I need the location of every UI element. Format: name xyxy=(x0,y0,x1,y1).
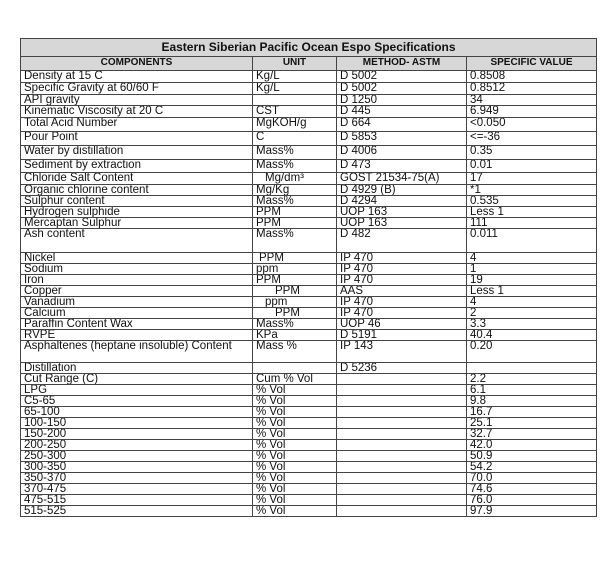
cell-method: D 4929 (B) xyxy=(337,185,467,196)
cell-unit: Mass% xyxy=(253,160,337,173)
cell-unit: PPM xyxy=(253,308,337,319)
cell-value: 6.949 xyxy=(467,106,597,118)
cell-value: 76.0 xyxy=(467,495,597,506)
cell-components: Hydrogen sulphide xyxy=(21,207,253,218)
specifications-table xyxy=(20,38,597,517)
cell-method: IP 470 xyxy=(337,308,467,319)
cell-unit: Mg/dm³ xyxy=(253,173,337,185)
table-row xyxy=(21,308,597,319)
cell-unit: PPM xyxy=(253,275,337,286)
cell-components: 300-350 xyxy=(21,462,253,473)
table-row xyxy=(21,83,597,95)
cell-unit: % Vol xyxy=(253,473,337,484)
cell-unit: % Vol xyxy=(253,495,337,506)
table-row xyxy=(21,396,597,407)
cell-method: IP 470 xyxy=(337,264,467,275)
cell-unit: CST xyxy=(253,106,337,118)
cell-value: <=-36 xyxy=(467,132,597,146)
cell-components: Density at 15 C xyxy=(21,71,253,83)
cell-value: 3.3 xyxy=(467,319,597,330)
cell-unit: % Vol xyxy=(253,429,337,440)
cell-value: 0.20 xyxy=(467,341,597,363)
cell-components: RVPE xyxy=(21,330,253,341)
cell-method: D 664 xyxy=(337,118,467,132)
cell-components: Kinematic Viscosity at 20 C xyxy=(21,106,253,118)
table-row xyxy=(21,451,597,462)
cell-components: API gravity xyxy=(21,95,253,106)
table-row xyxy=(21,484,597,495)
cell-method: UOP 46 xyxy=(337,319,467,330)
cell-method: AAS xyxy=(337,286,467,297)
cell-method: UOP 163 xyxy=(337,207,467,218)
header-components: COMPONENTS xyxy=(21,57,253,71)
header-unit: UNIT xyxy=(253,57,337,71)
cell-unit: Kg/L xyxy=(253,83,337,95)
cell-method: D 4006 xyxy=(337,146,467,160)
header-method: METHOD- ASTM xyxy=(337,57,467,71)
cell-components: Paraffin Content Wax xyxy=(21,319,253,330)
cell-components: 150-200 xyxy=(21,429,253,440)
cell-components: Copper xyxy=(21,286,253,297)
table-row xyxy=(21,341,597,363)
cell-components: 250-300 xyxy=(21,451,253,462)
cell-components: Distillation xyxy=(21,363,253,374)
cell-method: GOST 21534-75(A) xyxy=(337,173,467,185)
cell-method: IP 470 xyxy=(337,253,467,264)
cell-components: LPG xyxy=(21,385,253,396)
cell-unit: Mass% xyxy=(253,146,337,160)
table-row xyxy=(21,185,597,196)
header-row xyxy=(21,57,597,71)
table-row xyxy=(21,473,597,484)
cell-components: C5-65 xyxy=(21,396,253,407)
table-row xyxy=(21,264,597,275)
cell-value: 50.9 xyxy=(467,451,597,462)
table-row xyxy=(21,253,597,264)
cell-unit: MgKOH/g xyxy=(253,118,337,132)
cell-unit: Cum % Vol xyxy=(253,374,337,385)
table-row xyxy=(21,418,597,429)
cell-method xyxy=(337,495,467,506)
cell-unit: ppm xyxy=(253,297,337,308)
table-row xyxy=(21,319,597,330)
cell-value: 111 xyxy=(467,218,597,229)
cell-value: 25.1 xyxy=(467,418,597,429)
cell-method: D 5853 xyxy=(337,132,467,146)
cell-value: 0.535 xyxy=(467,196,597,207)
table-row xyxy=(21,385,597,396)
cell-value xyxy=(467,363,597,374)
cell-value: 9.8 xyxy=(467,396,597,407)
cell-components: Sulphur content xyxy=(21,196,253,207)
cell-components: 350-370 xyxy=(21,473,253,484)
cell-components: 200-250 xyxy=(21,440,253,451)
cell-method: IP 470 xyxy=(337,297,467,308)
table-row xyxy=(21,330,597,341)
cell-components: 100-150 xyxy=(21,418,253,429)
cell-method xyxy=(337,506,467,517)
cell-unit: % Vol xyxy=(253,451,337,462)
cell-value: 0.8512 xyxy=(467,83,597,95)
cell-components: Pour Point xyxy=(21,132,253,146)
header-value: SPECIFIC VALUE xyxy=(467,57,597,71)
cell-components: 515-525 xyxy=(21,506,253,517)
cell-unit xyxy=(253,95,337,106)
cell-unit: % Vol xyxy=(253,396,337,407)
cell-components: Total Acid Number xyxy=(21,118,253,132)
cell-method xyxy=(337,440,467,451)
table-row xyxy=(21,196,597,207)
cell-unit: PPM xyxy=(253,286,337,297)
cell-unit: % Vol xyxy=(253,462,337,473)
cell-method: D 445 xyxy=(337,106,467,118)
cell-unit: ppm xyxy=(253,264,337,275)
cell-method: D 5002 xyxy=(337,83,467,95)
cell-method: D 5002 xyxy=(337,71,467,83)
cell-method xyxy=(337,374,467,385)
title-row xyxy=(21,39,597,57)
cell-value: 0.35 xyxy=(467,146,597,160)
cell-value: <0.050 xyxy=(467,118,597,132)
cell-value: 40.4 xyxy=(467,330,597,341)
cell-value: 32.7 xyxy=(467,429,597,440)
cell-unit: PPM xyxy=(253,207,337,218)
cell-components: 475-515 xyxy=(21,495,253,506)
table-row xyxy=(21,286,597,297)
cell-method xyxy=(337,407,467,418)
cell-value: 6.1 xyxy=(467,385,597,396)
cell-components: Cut Range (C) xyxy=(21,374,253,385)
cell-value: 4 xyxy=(467,297,597,308)
cell-components: Sediment by extraction xyxy=(21,160,253,173)
table-row xyxy=(21,173,597,185)
cell-method: D 5236 xyxy=(337,363,467,374)
cell-method xyxy=(337,429,467,440)
table-row xyxy=(21,229,597,253)
cell-components: Asphaltenes (heptane insoluble) Content xyxy=(21,341,253,363)
cell-components: Iron xyxy=(21,275,253,286)
cell-method xyxy=(337,462,467,473)
cell-method: D 473 xyxy=(337,160,467,173)
cell-value: 2 xyxy=(467,308,597,319)
cell-value: 54.2 xyxy=(467,462,597,473)
cell-components: Vanadium xyxy=(21,297,253,308)
cell-value: 1 xyxy=(467,264,597,275)
cell-unit: PPM xyxy=(253,218,337,229)
cell-components: Calcium xyxy=(21,308,253,319)
cell-value: 97.9 xyxy=(467,506,597,517)
cell-components: Mercaptan Sulphur xyxy=(21,218,253,229)
table-row xyxy=(21,297,597,308)
cell-value: *1 xyxy=(467,185,597,196)
cell-value: 0.011 xyxy=(467,229,597,253)
cell-method: UOP 163 xyxy=(337,218,467,229)
cell-method xyxy=(337,385,467,396)
cell-components: Nickel xyxy=(21,253,253,264)
cell-unit xyxy=(253,363,337,374)
cell-value: Less 1 xyxy=(467,286,597,297)
cell-value: 4 xyxy=(467,253,597,264)
cell-components: 370-475 xyxy=(21,484,253,495)
table-row xyxy=(21,160,597,173)
table-row xyxy=(21,146,597,160)
cell-method xyxy=(337,418,467,429)
table-row xyxy=(21,275,597,286)
cell-unit: Mg/Kg xyxy=(253,185,337,196)
cell-value: 0.8508 xyxy=(467,71,597,83)
table-body xyxy=(21,71,597,517)
cell-components: 65-100 xyxy=(21,407,253,418)
cell-components: Organic chlorine content xyxy=(21,185,253,196)
cell-unit: % Vol xyxy=(253,385,337,396)
cell-value: 74.6 xyxy=(467,484,597,495)
cell-value: 70.0 xyxy=(467,473,597,484)
cell-value: 19 xyxy=(467,275,597,286)
cell-unit: % Vol xyxy=(253,440,337,451)
table-row xyxy=(21,429,597,440)
cell-method: D 4294 xyxy=(337,196,467,207)
cell-method: IP 470 xyxy=(337,275,467,286)
cell-unit: KPa xyxy=(253,330,337,341)
cell-method xyxy=(337,396,467,407)
cell-unit: C xyxy=(253,132,337,146)
cell-method xyxy=(337,473,467,484)
cell-components: Ash content xyxy=(21,229,253,253)
table-row xyxy=(21,71,597,83)
cell-components: Chloride Salt Content xyxy=(21,173,253,185)
cell-unit: Mass% xyxy=(253,319,337,330)
cell-value: 34 xyxy=(467,95,597,106)
table-row xyxy=(21,407,597,418)
table-row xyxy=(21,207,597,218)
cell-value: 2.2 xyxy=(467,374,597,385)
cell-value: 42.0 xyxy=(467,440,597,451)
table-title: Eastern Siberian Pacific Ocean Espo Specifications xyxy=(21,39,597,57)
cell-method: D 1250 xyxy=(337,95,467,106)
table-row xyxy=(21,118,597,132)
cell-unit: Mass% xyxy=(253,229,337,253)
table-row xyxy=(21,106,597,118)
cell-unit: Mass % xyxy=(253,341,337,363)
table-row xyxy=(21,95,597,106)
cell-method: D 482 xyxy=(337,229,467,253)
cell-value: 16.7 xyxy=(467,407,597,418)
cell-unit: % Vol xyxy=(253,407,337,418)
cell-value: Less 1 xyxy=(467,207,597,218)
cell-unit: Kg/L xyxy=(253,71,337,83)
table-row xyxy=(21,506,597,517)
cell-value: 17 xyxy=(467,173,597,185)
cell-components: Water by distillation xyxy=(21,146,253,160)
table-row xyxy=(21,462,597,473)
table-row xyxy=(21,218,597,229)
cell-unit: % Vol xyxy=(253,418,337,429)
cell-components: Specific Gravity at 60/60 F xyxy=(21,83,253,95)
table-row xyxy=(21,374,597,385)
table-row xyxy=(21,440,597,451)
cell-unit: Mass% xyxy=(253,196,337,207)
cell-components: Sodium xyxy=(21,264,253,275)
table-row xyxy=(21,363,597,374)
cell-method xyxy=(337,451,467,462)
cell-unit: % Vol xyxy=(253,506,337,517)
table-row xyxy=(21,132,597,146)
cell-unit: % Vol xyxy=(253,484,337,495)
cell-unit: PPM xyxy=(253,253,337,264)
cell-value: 0.01 xyxy=(467,160,597,173)
cell-method xyxy=(337,484,467,495)
cell-method: IP 143 xyxy=(337,341,467,363)
table-row xyxy=(21,495,597,506)
cell-method: D 5191 xyxy=(337,330,467,341)
